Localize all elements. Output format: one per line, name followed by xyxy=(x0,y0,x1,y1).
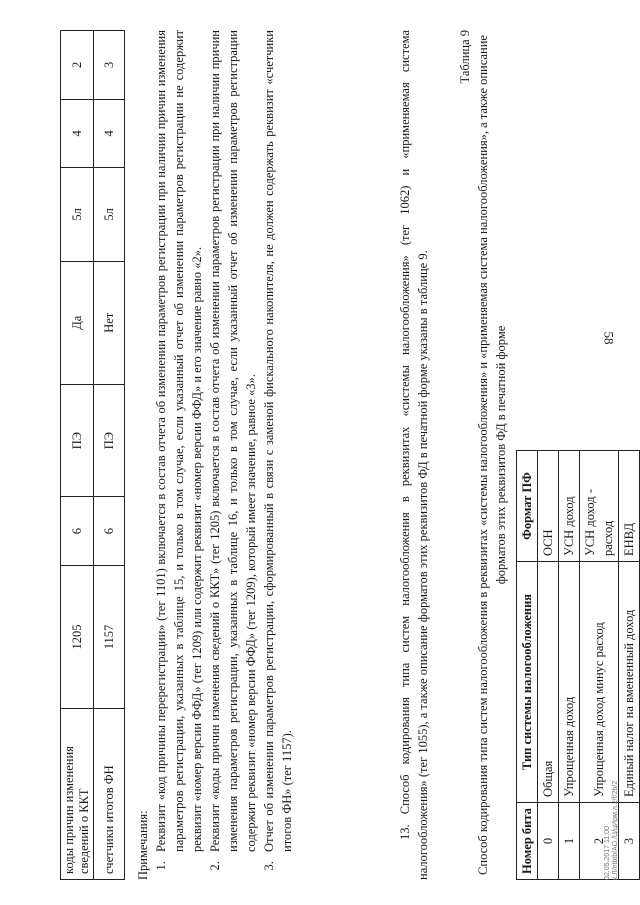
table-cell: 1157 xyxy=(94,565,125,708)
table-cell: Общая xyxy=(538,562,559,803)
table-9 xyxy=(516,450,640,880)
table-cell: Единый налог на вмененный доход xyxy=(619,562,640,803)
table-cell: Да xyxy=(61,261,94,384)
table-cell: УСН доход xyxy=(559,451,580,562)
table-cell: 6 xyxy=(94,497,125,566)
top-table xyxy=(60,30,125,880)
column-header: Номер бита xyxy=(517,803,538,880)
table-cell: 2 xyxy=(580,803,619,880)
table-cell: 6 xyxy=(61,497,94,566)
stamp-line: 02.05.2017 11:00 xyxy=(604,826,611,880)
table-9-caption: Способ кодирования типа систем налогообложения в реквизитах «системы налогообложения» и «применяемая система налогообложения», а также описание форматов этих реквизитов ФД в печатной форме xyxy=(476,35,508,875)
table-cell: счетчики итогов ФН xyxy=(94,709,125,880)
table-row xyxy=(538,451,559,880)
stamp-line: к.Л/ntbtb/АО./Ц/цИрм.л.2/f/2b/2 xyxy=(612,780,619,880)
table-cell: Упрощенная доход xyxy=(559,562,580,803)
table-cell: 4 xyxy=(61,99,94,168)
column-header: Тип системы налогообложения xyxy=(517,562,538,803)
page-number: 58 xyxy=(601,331,617,345)
table-cell: 0 xyxy=(538,803,559,880)
table-row xyxy=(94,31,125,880)
table-9-label: Таблица 9 xyxy=(458,30,472,84)
notes-section xyxy=(134,30,296,880)
table-cell: Нет xyxy=(94,261,125,384)
note-item: 2. Реквизит «коды причин изменения сведений о ККТ» (тег 1205) включается в состав отчета об изменении параметров регистрации при наличии причин изменения параметров регистрации, указанных в таблице 16, и только в том случае, если указанный отчет об изменении параметров регистрации содержит реквизит «номер версии ФФД» (тег 1209), который имеет значение, равное «3». xyxy=(206,30,260,858)
paragraph-13: 13. Способ кодирования типа систем налогообложения в реквизитах «системы налогообложения» (тег 1062) и «применяемая система налогообложения» (тег 1055), а также описание форматов этих реквизитов ФД в печатной форме указаны в таблице 9. xyxy=(398,30,430,880)
table-cell: 1 xyxy=(559,803,580,880)
note-item: 3. Отчет об изменении параметров регистрации, сформированный в связи с заменой фискального накопителя, не должен содержать реквизит «счетчики итогов ФН» (тег 1157). xyxy=(260,30,296,858)
table-cell: УСН доход - расход xyxy=(580,451,619,562)
table-cell: 2 xyxy=(61,31,94,100)
table-cell: 1205 xyxy=(61,565,94,708)
table-cell: 3 xyxy=(94,31,125,100)
rotated-page-content xyxy=(60,10,636,890)
table-cell: 4 xyxy=(94,99,125,168)
document-stamp xyxy=(604,781,620,880)
table-cell: Упрощенная доход минус расход xyxy=(580,562,619,803)
table-cell: ПЭ xyxy=(94,384,125,496)
note-item: 1. Реквизит «код причины перерегистрации» (тег 1101) включается в состав отчета об изменении параметров регистрации при наличии причин изменения параметров регистрации, указанных в таблице 15, и только в том случае, если указанный отчет об изменении параметров регистрации не содержит реквизит «номер версии ФФД» (тег 1209) или содержит реквизит «номер версии ФФД» и его значение равно «2». xyxy=(152,30,206,858)
notes-title: Примечания: xyxy=(136,810,150,880)
table-row xyxy=(559,451,580,880)
table-cell: 5л xyxy=(61,168,94,261)
table-header-row xyxy=(517,451,538,880)
table-cell: 5л xyxy=(94,168,125,261)
table-row xyxy=(61,31,94,880)
table-cell: ПЭ xyxy=(61,384,94,496)
column-header: Формат ПФ xyxy=(517,451,538,562)
table-cell: 3 xyxy=(619,803,640,880)
table-row xyxy=(619,451,640,880)
table-cell: ЕНВД xyxy=(619,451,640,562)
table-cell: коды причин изменения сведений о ККТ xyxy=(61,709,94,880)
table-cell: ОСН xyxy=(538,451,559,562)
notes-list xyxy=(152,30,296,880)
